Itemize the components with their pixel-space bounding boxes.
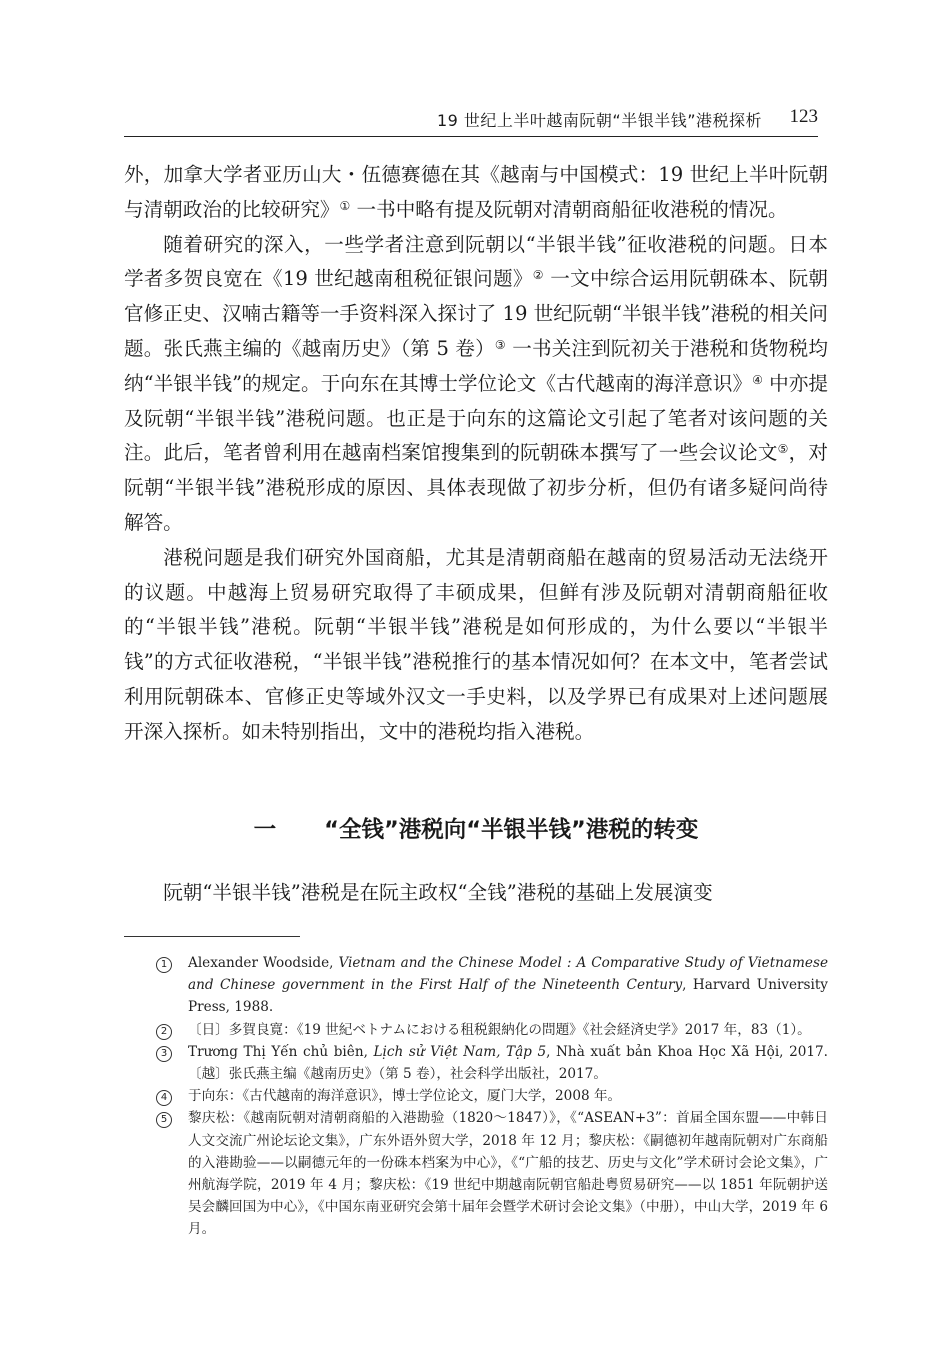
footnote-marker [124, 1107, 168, 1240]
footnote-divider [124, 936, 300, 937]
footnote-reference[interactable]: ③ [494, 337, 506, 352]
paragraph-text: 一文中综合运用阮朝硃本、阮朝官修正史、汉喃古籍等一手资料深入探讨了 19 世纪阮朝“半银半钱”港税的相关问题。张氏燕主编的《越南历史》（第 5 卷） [124, 267, 829, 360]
footnote-item [124, 1019, 828, 1041]
footnote-reference[interactable]: ① [339, 198, 351, 213]
footnote-text-segment: Trương Thị Yến chủ biên, [188, 1043, 374, 1060]
footnote-item [124, 1107, 828, 1240]
footnote-reference[interactable]: ② [532, 268, 544, 283]
footnote-number-circle: 3 [156, 1046, 172, 1062]
footnote-text [168, 1041, 828, 1085]
section-number: 一 [253, 817, 277, 843]
paragraph-text: 中亦提及阮朝“半银半钱”港税问题。也正是于向东的这篇论文引起了笔者对该问题的关注。此后，笔者曾利用在越南档案馆搜集到的阮朝硃本撰写了一些会议论文 [124, 371, 828, 465]
footnote-text-segment: , Nhà xuất bản Khoa Học Xã Hội, 2017.〔越〕张氏燕主编《越南历史》（第 5 卷），社会科学出版社，2017。 [188, 1043, 828, 1083]
footnote-text-segment: Alexander Woodside, [188, 955, 339, 971]
paragraph-text: 随着研究的深入，一些学者注意到阮朝以“半银半钱”征收港税的问题。日本学者多贺良宽在《19 世纪越南租税征银问题》 [124, 232, 828, 291]
footnote-text-segment: , Harvard University Press, 1988. [188, 977, 828, 1016]
footnotes [124, 952, 828, 1241]
footnote-item [124, 952, 828, 1019]
footnote-item [124, 1041, 828, 1085]
footnote-text-segment: 于向东：《古代越南的海洋意识》，博士学位论文，厦门大学，2008 年。 [188, 1088, 622, 1105]
footnote-marker [124, 1085, 168, 1107]
section-heading [124, 812, 828, 844]
footnote-number-circle: 5 [156, 1112, 172, 1128]
paragraph-text: 港税问题是我们研究外国商船，尤其是清朝商船在越南的贸易活动无法绕开的议题。中越海上贸易研究取得了丰硕成果，但鲜有涉及阮朝对清朝商船征收的“半银半钱”港税。阮朝“半银半钱”港税是如何形成的，为什么要以“半银半钱”的方式征收港税，“半银半钱”港税推行的基本情况如何？在本文中，笔者尝试利用阮朝硃本、官修正史等域外汉文一手史料，以及学界已有成果对上述问题展开深入探析。如未特别指出，文中的港税均指入港税。 [124, 545, 828, 743]
running-header-title: 19 世纪上半叶越南阮朝“半银半钱”港税探析 [436, 111, 762, 130]
footnote-text [168, 1019, 828, 1041]
footnote-text-segment: 黎庆松：《越南阮朝对清朝商船的入港勘验（1820～1847）》，《“ASEAN+3”：首届全国东盟——中韩日人文交流广州论坛论文集》，广东外语外贸大学，2018 年 12 月；黎庆松：《嗣德初年越南阮朝对广东商船的入港勘验——以嗣德元年的一份硃本档案为中心》，《“广船的技艺、历史与文化”学术研讨会论文集》，广州航海学院，2019 年 4 月；黎庆松：《19 世纪中期越南阮朝官船赴粤贸易研究——以 1851 年阮朝护送吴会麟回国为中心》，《中国东南亚研究会第十届年会暨学术研讨会论文集》（中册），中山大学，2019 年 6 月。 [188, 1110, 828, 1238]
body-text [124, 158, 828, 750]
footnote-text [168, 952, 828, 1019]
footnote-marker [124, 1019, 168, 1041]
footnote-marker [124, 1041, 168, 1085]
footnote-number-circle: 2 [156, 1024, 172, 1040]
footnote-text [168, 1085, 828, 1107]
footnote-reference[interactable]: ⑤ [777, 442, 789, 457]
footnote-marker [124, 952, 168, 1019]
body-paragraph [124, 158, 828, 228]
page-number: 123 [789, 106, 818, 127]
body-paragraph [124, 228, 828, 541]
footnote-text-segment: 〔日〕多賀良寛：《19 世紀ベトナムにおける租税銀納化の問題》《社会経済史学》2017 年，83（1）。 [188, 1021, 811, 1038]
footnote-title-italic: Vietnam and the Chinese Model : A Comparative Study of Vietnamese and Chinese government in the First Half of the Nineteenth Century [188, 955, 828, 994]
section-title: “全钱”港税向“半银半钱”港税的转变 [324, 817, 699, 843]
paragraph-text: 一书中略有提及阮朝对清朝商船征收港税的情况。 [350, 197, 788, 221]
paragraph-text: 外，加拿大学者亚历山大・伍德赛德在其《越南与中国模式：19 世纪上半叶阮朝与清朝政治的比较研究》 [124, 163, 828, 221]
footnote-text [168, 1107, 828, 1240]
running-header [124, 106, 818, 137]
paragraph-text: 一书关注到阮初关于港税和货物税均纳“半银半钱”的规定。于向东在其博士学位论文《古代越南的海洋意识》 [124, 336, 829, 395]
footnote-item [124, 1085, 828, 1107]
footnote-number-circle: 1 [156, 957, 172, 973]
footnote-reference[interactable]: ④ [752, 372, 763, 387]
footnote-title-italic: Lịch sử Việt Nam, Tập 5 [373, 1043, 547, 1060]
footnote-number-circle: 4 [156, 1090, 172, 1106]
continuation-paragraph: 阮朝“半银半钱”港税是在阮主政权“全钱”港税的基础上发展演变 [163, 881, 713, 904]
body-paragraph [124, 541, 828, 750]
paragraph-text: ，对阮朝“半银半钱”港税形成的原因、具体表现做了初步分析，但仍有诸多疑问尚待解答。 [124, 441, 829, 534]
